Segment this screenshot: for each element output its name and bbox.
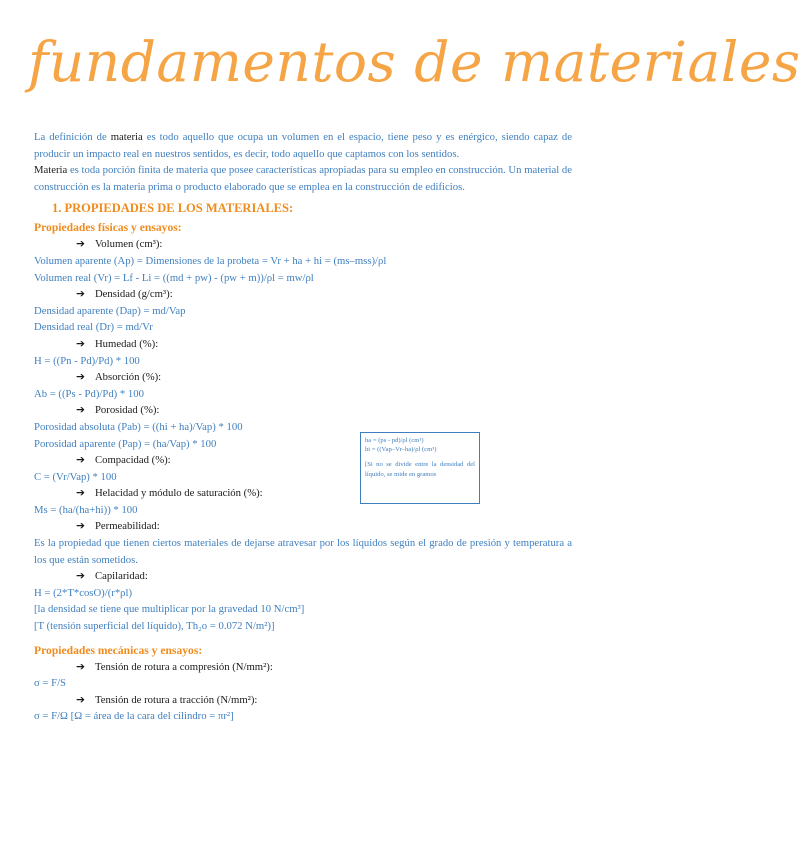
arrow-icon: ➔ — [76, 336, 85, 350]
arrow-icon: ➔ — [76, 237, 85, 251]
arrow-icon: ➔ — [76, 692, 85, 706]
item-densidad: ➔ Densidad (g/cm³): — [76, 287, 173, 301]
formula-capilaridad: H = (2*T*cosO)/(r*ρl) — [34, 586, 133, 599]
arrow-icon: ➔ — [76, 569, 85, 583]
item-helacidad: ➔ Helacidad y módulo de saturación (%): — [76, 486, 263, 500]
heading-mechanical-properties: Propiedades mecánicas y ensayos: — [34, 643, 203, 657]
item-capilaridad: ➔ Capilaridad: — [76, 569, 148, 583]
item-tension-compresion: ➔ Tensión de rotura a compresión (N/mm²): — [76, 659, 273, 673]
formula-volumen-aparente: Volumen aparente (Ap) = Dimensiones de la probeta = Vr + ha + hi = (ms–mss)/ρl — [34, 254, 387, 267]
intro-paragraph-2: Materia es toda porción finita de materia que posee características apropiadas para su empleo en construcción. Un material de construcción es la materia prima o producto elaborado que se emplea en la construcción de edificios. — [34, 164, 572, 193]
item-permeabilidad: ➔ Permeabilidad: — [76, 519, 160, 533]
formula-compresion: σ = F/S — [34, 677, 66, 690]
formula-traccion: σ = F/Ω [Ω = área de la cara del cilindro = πr²] — [34, 710, 234, 723]
intro-paragraph-1: La definición de materia es todo aquello que ocupa un volumen en el espacio, tiene peso y es enérgico, siendo capaz de producir un impacto real en nuestros sentidos, es decir, todo aquello que captamos con los sentidos. — [34, 131, 572, 160]
item-tension-traccion: ➔ Tensión de rotura a tracción (N/mm²): — [76, 692, 258, 706]
formula-porosidad-aparente: Porosidad aparente (Pap) = (ha/Vap) * 100 — [34, 437, 217, 450]
text-permeabilidad: Es la propiedad que tienen ciertos materiales de dejarse atravesar por los líquidos según el grado de presión y temperatura a los que están sometidos. — [34, 537, 572, 566]
arrow-icon: ➔ — [76, 519, 85, 533]
arrow-icon: ➔ — [76, 370, 85, 384]
formula-helacidad: Ms = (ha/(ha+hi)) * 100 — [34, 503, 138, 516]
page-title: fundamentos de materiales — [28, 30, 801, 94]
note-box-hollows — [360, 432, 480, 504]
document-body — [34, 129, 572, 725]
arrow-icon: ➔ — [76, 659, 85, 673]
heading-physical-properties: Propiedades físicas y ensayos: — [34, 221, 182, 235]
formula-densidad-aparente: Densidad aparente (Dap) = md/Vap — [34, 304, 186, 317]
arrow-icon: ➔ — [76, 403, 85, 417]
formula-humedad: H = ((Pn - Pd)/Pd) * 100 — [34, 354, 140, 367]
formula-densidad-real: Densidad real (Dr) = md/Vr — [34, 321, 153, 334]
note-capilaridad-2: [T (tensión superficial del líquido), Th₂o = 0.072 N/m²)] — [34, 620, 275, 633]
formula-volumen-real: Volumen real (Vr) = Lf - Li = ((md + pw) - (pw + m))/ρl = mw/ρl — [34, 271, 314, 284]
item-humedad: ➔ Humedad (%): — [76, 336, 159, 350]
formula-absorcion: Ab = ((Ps - Pd)/Pd) * 100 — [34, 387, 144, 400]
note-line-ha: ha = (ps - pd)/ρl (cm³) — [365, 437, 424, 444]
section-heading-properties: 1. PROPIEDADES DE LOS MATERIALES: — [52, 201, 294, 216]
item-absorcion: ➔ Absorción (%): — [76, 370, 162, 384]
note-line-grams: [Si no se divide entre la densidad del líquido, se mide en gramos — [365, 461, 475, 478]
arrow-icon: ➔ — [76, 453, 85, 467]
formula-porosidad-absoluta: Porosidad absoluta (Pab) = ((hi + ha)/Vap) * 100 — [34, 420, 243, 433]
formula-compacidad: C = (Vr/Vap) * 100 — [34, 470, 117, 483]
note-line-hi: hi = ((Vap–Vr–ha)/ρl (cm³) — [365, 446, 437, 454]
item-compacidad: ➔ Compacidad (%): — [76, 453, 171, 467]
note-capilaridad-1: [la densidad se tiene que multiplicar por la gravedad 10 N/cm³] — [34, 603, 305, 616]
arrow-icon: ➔ — [76, 486, 85, 500]
item-porosidad: ➔ Porosidad (%): — [76, 403, 160, 417]
item-volumen: ➔ Volumen (cm³): — [76, 237, 163, 251]
arrow-icon: ➔ — [76, 287, 85, 301]
